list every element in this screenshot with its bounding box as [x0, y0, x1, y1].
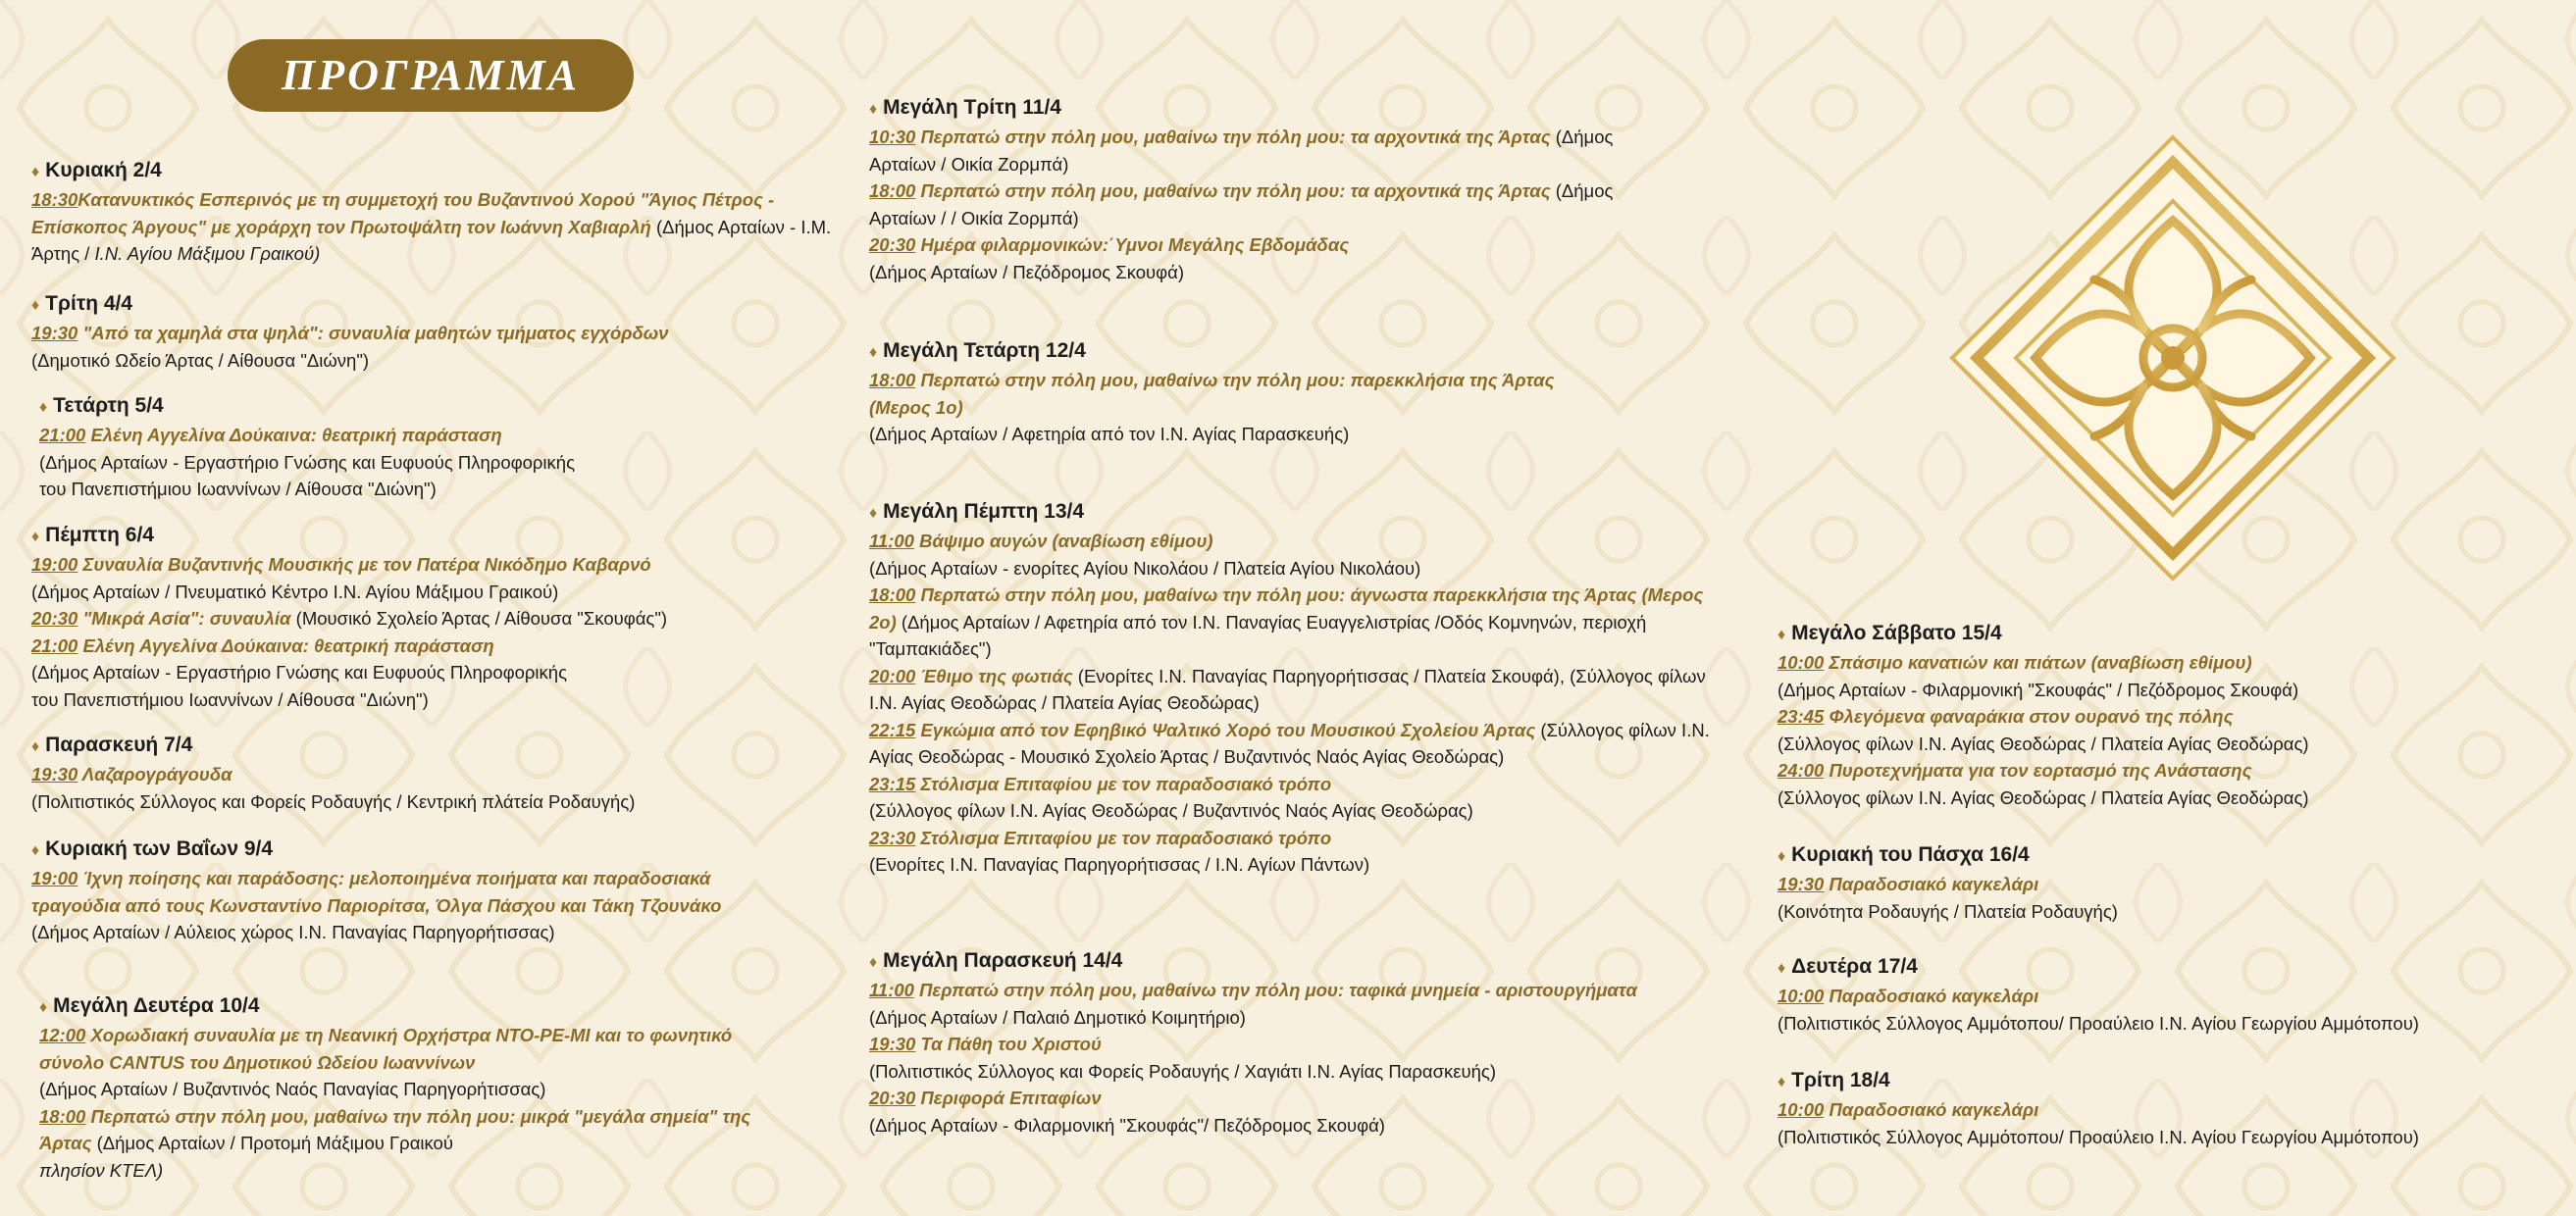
event-venue: (Δήμος Αρταίων / Παλαιό Δημοτικό Κοιμητήριο): [869, 1006, 1246, 1028]
event-title: Στόλισμα Επιταφίου με τον παραδοσιακό τρόπο: [915, 827, 1332, 848]
event-title: Ίχνη ποίησης και παράδοσης: μελοποιημένα ποιήματα και παραδοσιακά τραγούδια από τους Κωνσταντίνο Παριορίτσα, Όλγα Πάσχου και Τάκη Τζουνάκο: [31, 868, 722, 916]
event-venue: του Πανεπιστήμιου Ιωαννίνων / Αίθουσα "Διώνη"): [31, 688, 429, 710]
day-section: [869, 947, 1674, 1139]
event-title: Εγκώμια από τον Εφηβικό Ψαλτικό Χορό του Μουσικού Σχολείου Άρτας: [915, 719, 1536, 740]
day-section: [869, 498, 1713, 879]
event-title: Χορωδιακή συναυλία με τη Νεανική Ορχήστρα ΝΤΟ-ΡΕ-ΜΙ και το φωνητικό σύνολο CANTUS του Δημοτικού Ωδείου Ιωαννίνων: [39, 1025, 733, 1073]
diamond-bullet-icon: ♦: [31, 842, 40, 859]
day-heading: Μεγάλη Δευτέρα 10/4: [53, 994, 260, 1017]
event-entry: [31, 186, 855, 268]
event-title: Συναυλία Βυζαντινής Μουσικής με τον Πατέρα Νικόδημο Καβαρνό: [77, 554, 651, 575]
event-time: 23:45: [1777, 706, 1825, 727]
event-time: 10:00: [1777, 652, 1825, 673]
event-title: Περπατώ στην πόλη μου, μαθαίνω την πόλη μου: ταφικά μνημεία - αριστουργήματα: [913, 980, 1637, 1000]
diamond-bullet-icon: ♦: [869, 101, 878, 118]
day-heading: Δευτέρα 17/4: [1791, 955, 1918, 978]
day-heading: Κυριακή του Πάσχα 16/4: [1791, 843, 2030, 866]
event-venue: (Μουσικό Σχολείο Άρτας / Αίθουσα "Σκουφάς"): [290, 608, 668, 629]
day-section: [1777, 841, 2562, 925]
day-heading: Πέμπτη 6/4: [45, 524, 154, 546]
day-section: [1777, 1067, 2562, 1150]
event-venue: (Δήμος Αρταίων - Ι.Μ. Άρτης /: [31, 216, 832, 264]
diamond-bullet-icon: ♦: [869, 505, 878, 522]
event-venue: (Δήμος Αρταίων / Πεζόδρομος Σκουφά): [869, 261, 1185, 282]
page-title: ΠΡΟΓΡΑΜΜΑ: [228, 39, 634, 112]
event-venue: (Δήμος Αρταίων / Βυζαντινός Ναός Παναγίας Παρηγορήτισσας): [39, 1079, 546, 1099]
event-time: 18:00: [39, 1105, 86, 1127]
event-title: Ελένη Αγγελίνα Δούκαινα: θεατρική παράσταση: [77, 634, 494, 656]
diamond-bullet-icon: ♦: [31, 297, 40, 314]
event-time: 19:30: [31, 764, 78, 785]
event-venue: (Σύλλογος φίλων Ι.Ν. Αγίας Θεοδώρας / Πλατεία Αγίας Θεοδώρας): [1777, 733, 2309, 754]
event-venue: (Δήμος Αρταίων / Αφετηρία από τον Ι.Ν. Παναγίας Ευαγγελιστρίας /Οδός Κομνηνών, περιοχή "Ταμπακιάδες"): [869, 611, 1647, 659]
event-title: Περιφορά Επιταφίων: [915, 1088, 1102, 1108]
day-section: [39, 992, 795, 1184]
event-title: Βάψιμο αυγών (αναβίωση εθίμου): [913, 531, 1213, 551]
diamond-bullet-icon: ♦: [1777, 848, 1786, 865]
diamond-bullet-icon: ♦: [39, 399, 48, 416]
event-time: 19:00: [31, 554, 78, 575]
event-title: Πυροτεχνήματα για τον εορτασμό της Ανάστασης: [1824, 760, 2252, 781]
event-title: Περπατώ στην πόλη μου, μαθαίνω την πόλη μου: παρεκκλήσια της Άρτας (Μερος 1ο): [869, 370, 1555, 418]
event-time: 19:30: [1777, 874, 1825, 894]
event-time: 12:00: [39, 1025, 86, 1045]
event-time: 20:30: [869, 234, 916, 255]
event-venue: (Σύλλογος φίλων Ι.Ν. Αγίας Θεοδώρας / Πλατεία Αγίας Θεοδώρας): [1777, 786, 2309, 808]
event-title: "Από τα χαμηλά στα ψηλά": συναυλία μαθητών τμήματος εγχόρδων: [77, 323, 669, 343]
event-venue: (Κοινότητα Ροδαυγής / Πλατεία Ροδαυγής): [1777, 900, 2118, 922]
event-venue: (Ενορίτες Ι.Ν. Παναγίας Παρηγορήτισσας / Ι.Ν. Αγίων Πάντων): [869, 854, 1370, 875]
event-venue: (Δήμος Αρταίων - Εργαστήριο Γνώσης και Ευφυούς Πληροφορικής: [39, 451, 575, 473]
day-section: [31, 522, 875, 713]
event-time: 19:30: [869, 1034, 916, 1054]
event-venue: (Δήμος Αρταίων / Προτομή Μάξιμου Γραικού: [91, 1133, 453, 1153]
event-time: 20:30: [31, 608, 78, 629]
event-title: Τα Πάθη του Χριστού: [915, 1034, 1102, 1054]
event-venue: (Δήμος Αρταίων - Φιλαρμονική "Σκουφάς" / Πεζόδρομος Σκουφά): [1777, 679, 2299, 700]
day-section: [31, 732, 875, 815]
event-venue: (Ενορίτες Ι.Ν. Παναγίας Παρηγορήτισσας / Πλατεία Σκουφά), (Σύλλογος φίλων Ι.Ν. Αγίας Θεοδώρας / Πλατεία Αγίας Θεοδώρας): [869, 665, 1706, 713]
event-venue: Ι.Ν. Αγίου Μάξιμου Γραικού): [94, 243, 321, 264]
event-time: 10:00: [1777, 986, 1825, 1006]
event-time: 18:30: [31, 189, 78, 210]
event-venue: (Δήμος Αρταίων - ενορίτες Αγίου Νικολάου / Πλατεία Αγίου Νικολάου): [869, 557, 1421, 579]
event-time: 11:00: [869, 980, 914, 1000]
event-venue: (Δήμος Αρταίων / Πνευματικό Κέντρο Ι.Ν. Αγίου Μάξιμου Γραικού): [31, 581, 559, 602]
day-heading: Κυριακή 2/4: [45, 159, 162, 181]
diamond-bullet-icon: ♦: [1777, 1074, 1786, 1090]
event-title: "Μικρά Ασία": συναυλία: [77, 608, 291, 629]
event-venue: (Δήμος Αρταίων - Εργαστήριο Γνώσης και Ευφυούς Πληροφορικής: [31, 662, 567, 683]
event-time: 10:00: [1777, 1099, 1825, 1120]
event-title: Ημέρα φιλαρμονικών:΄Υμνοι Μεγάλης Εβδομάδας: [915, 234, 1350, 255]
event-time: 21:00: [31, 634, 78, 656]
event-title: Παραδοσιακό καγκελάρι: [1824, 874, 2039, 894]
event-venue: του Πανεπιστήμιου Ιωαννίνων / Αίθουσα "Διώνη"): [39, 479, 437, 499]
day-section: [869, 337, 1595, 448]
event-venue: (Πολιτιστικός Σύλλογος Αμμότοπου/ Προαύλειο Ι.Ν. Αγίου Γεωργίου Αμμότοπου): [1777, 1126, 2419, 1147]
day-section: [31, 836, 787, 946]
event-title: Έθιμο της φωτιάς: [915, 665, 1073, 686]
day-heading: Τετάρτη 5/4: [53, 394, 164, 417]
diamond-bullet-icon: ♦: [31, 529, 40, 545]
event-time: 23:30: [869, 827, 916, 848]
event-time: 21:00: [39, 425, 86, 445]
day-heading: Κυριακή των Βαΐων 9/4: [45, 837, 274, 860]
day-section: [31, 290, 878, 374]
diamond-bullet-icon: ♦: [869, 344, 878, 361]
event-venue: (Δήμος Αρταίων / Αύλειος χώρος Ι.Ν. Παναγίας Παρηγορήτισσας): [31, 922, 555, 942]
event-title: Περπατώ στην πόλη μου, μαθαίνω την πόλη μου: τα αρχοντικά της Άρτας: [915, 127, 1551, 147]
event-time: 10:30: [869, 127, 916, 147]
event-title: Σπάσιμο κανατιών και πιάτων (αναβίωση εθίμου): [1824, 652, 2252, 673]
event-time: 24:00: [1777, 760, 1825, 781]
event-venue: (Δήμος Αρταίων / Οικία Ζορμπά): [869, 127, 1614, 175]
diamond-bullet-icon: ♦: [39, 999, 48, 1016]
event-title: Στόλισμα Επιταφίου με τον παραδοσιακό τρόπο: [915, 773, 1332, 794]
day-section: [31, 157, 855, 268]
day-heading: Παρασκευή 7/4: [45, 734, 193, 756]
event-venue: (Πολιτιστικός Σύλλογος και Φορείς Ροδαυγής / Χαγιάτι Ι.Ν. Αγίας Παρασκευής): [869, 1060, 1496, 1082]
day-heading: Μεγάλη Πέμπτη 13/4: [883, 500, 1085, 523]
event-venue: (Σύλλογος φίλων Ι.Ν. Αγίας Θεοδώρας - Μουσικό Σχολείο Άρτας / Βυζαντινός Ναός Αγίας Θεοδώρας): [869, 719, 1710, 767]
event-title: Περπατώ στην πόλη μου, μαθαίνω την πόλη μου: άγνωστα παρεκκλήσια της Άρτας (Μερος 2ο): [869, 584, 1704, 633]
diamond-bullet-icon: ♦: [869, 954, 878, 971]
event-time: 11:00: [869, 531, 914, 551]
diamond-bullet-icon: ♦: [1777, 627, 1786, 643]
day-heading: Τρίτη 18/4: [1791, 1069, 1890, 1091]
gold-diamond-ornament-icon: [1947, 132, 2398, 583]
event-venue: (Δημοτικό Ωδείο Άρτας / Αίθουσα "Διώνη"): [31, 349, 370, 371]
day-section: [39, 392, 863, 503]
day-section: [1777, 620, 2562, 811]
event-time: 19:30: [31, 323, 78, 343]
event-time: 18:00: [869, 370, 916, 390]
event-venue: (Σύλλογος φίλων Ι.Ν. Αγίας Θεοδώρας / Βυζαντινός Ναός Αγίας Θεοδώρας): [869, 800, 1473, 821]
event-title: Λαζαρογράγουδα: [77, 764, 232, 785]
event-venue: (Πολιτιστικός Σύλλογος Αμμότοπου/ Προαύλειο Ι.Ν. Αγίου Γεωργίου Αμμότοπου): [1777, 1012, 2419, 1034]
event-title: Κατανυκτικός Εσπερινός με τη συμμετοχή του Βυζαντινού Χορού "Άγιος Πέτρος - Επίσκοπος Άργους" με χοράρχη τον Πρωτοψάλτη τον Ιωάννη Χαβιαρλή: [31, 189, 775, 237]
diamond-bullet-icon: ♦: [31, 738, 40, 755]
event-venue: (Πολιτιστικός Σύλλογος και Φορείς Ροδαυγής / Κεντρική πλάτεία Ροδαυγής): [31, 790, 636, 812]
event-time: 20:00: [869, 665, 916, 686]
event-time: 22:15: [869, 719, 916, 740]
event-venue: (Δήμος Αρταίων - Φιλαρμονική "Σκουφάς"/ Πεζόδρομος Σκουφά): [869, 1114, 1385, 1136]
event-time: 20:30: [869, 1088, 916, 1108]
event-venue: (Δήμος Αρταίων / / Οικία Ζορμπά): [869, 180, 1614, 228]
day-section: [869, 94, 1634, 285]
day-heading: Μεγάλη Τρίτη 11/4: [883, 96, 1061, 119]
day-section: [1777, 953, 2562, 1037]
day-heading: Μεγάλη Παρασκευή 14/4: [883, 949, 1123, 972]
event-title: Περπατώ στην πόλη μου, μαθαίνω την πόλη μου: τα αρχοντικά της Άρτας: [915, 180, 1551, 201]
event-title: Φλεγόμενα φαναράκια στον ουρανό της πόλης: [1824, 706, 2234, 727]
event-venue: (Δήμος Αρταίων / Αφετηρία από τον Ι.Ν. Αγίας Παρασκευής): [869, 424, 1350, 444]
diamond-bullet-icon: ♦: [31, 164, 40, 180]
day-heading: Τρίτη 4/4: [45, 292, 133, 315]
diamond-bullet-icon: ♦: [1777, 960, 1786, 977]
day-heading: Μεγάλη Τετάρτη 12/4: [883, 339, 1086, 362]
event-venue: πλησίον ΚΤΕΛ): [39, 1159, 164, 1181]
event-title: Περπατώ στην πόλη μου, μαθαίνω την πόλη μου: μικρά "μεγάλα σημεία" της Άρτας: [39, 1105, 751, 1153]
event-time: 23:15: [869, 773, 916, 794]
event-title: Παραδοσιακό καγκελάρι: [1824, 986, 2039, 1006]
event-title: Ελένη Αγγελίνα Δούκαινα: θεατρική παράσταση: [85, 425, 502, 445]
event-title: Παραδοσιακό καγκελάρι: [1824, 1099, 2039, 1120]
event-time: 19:00: [31, 868, 78, 888]
event-time: 18:00: [869, 180, 916, 201]
day-heading: Μεγάλο Σάββατο 15/4: [1791, 622, 2002, 644]
event-time: 18:00: [869, 584, 916, 605]
